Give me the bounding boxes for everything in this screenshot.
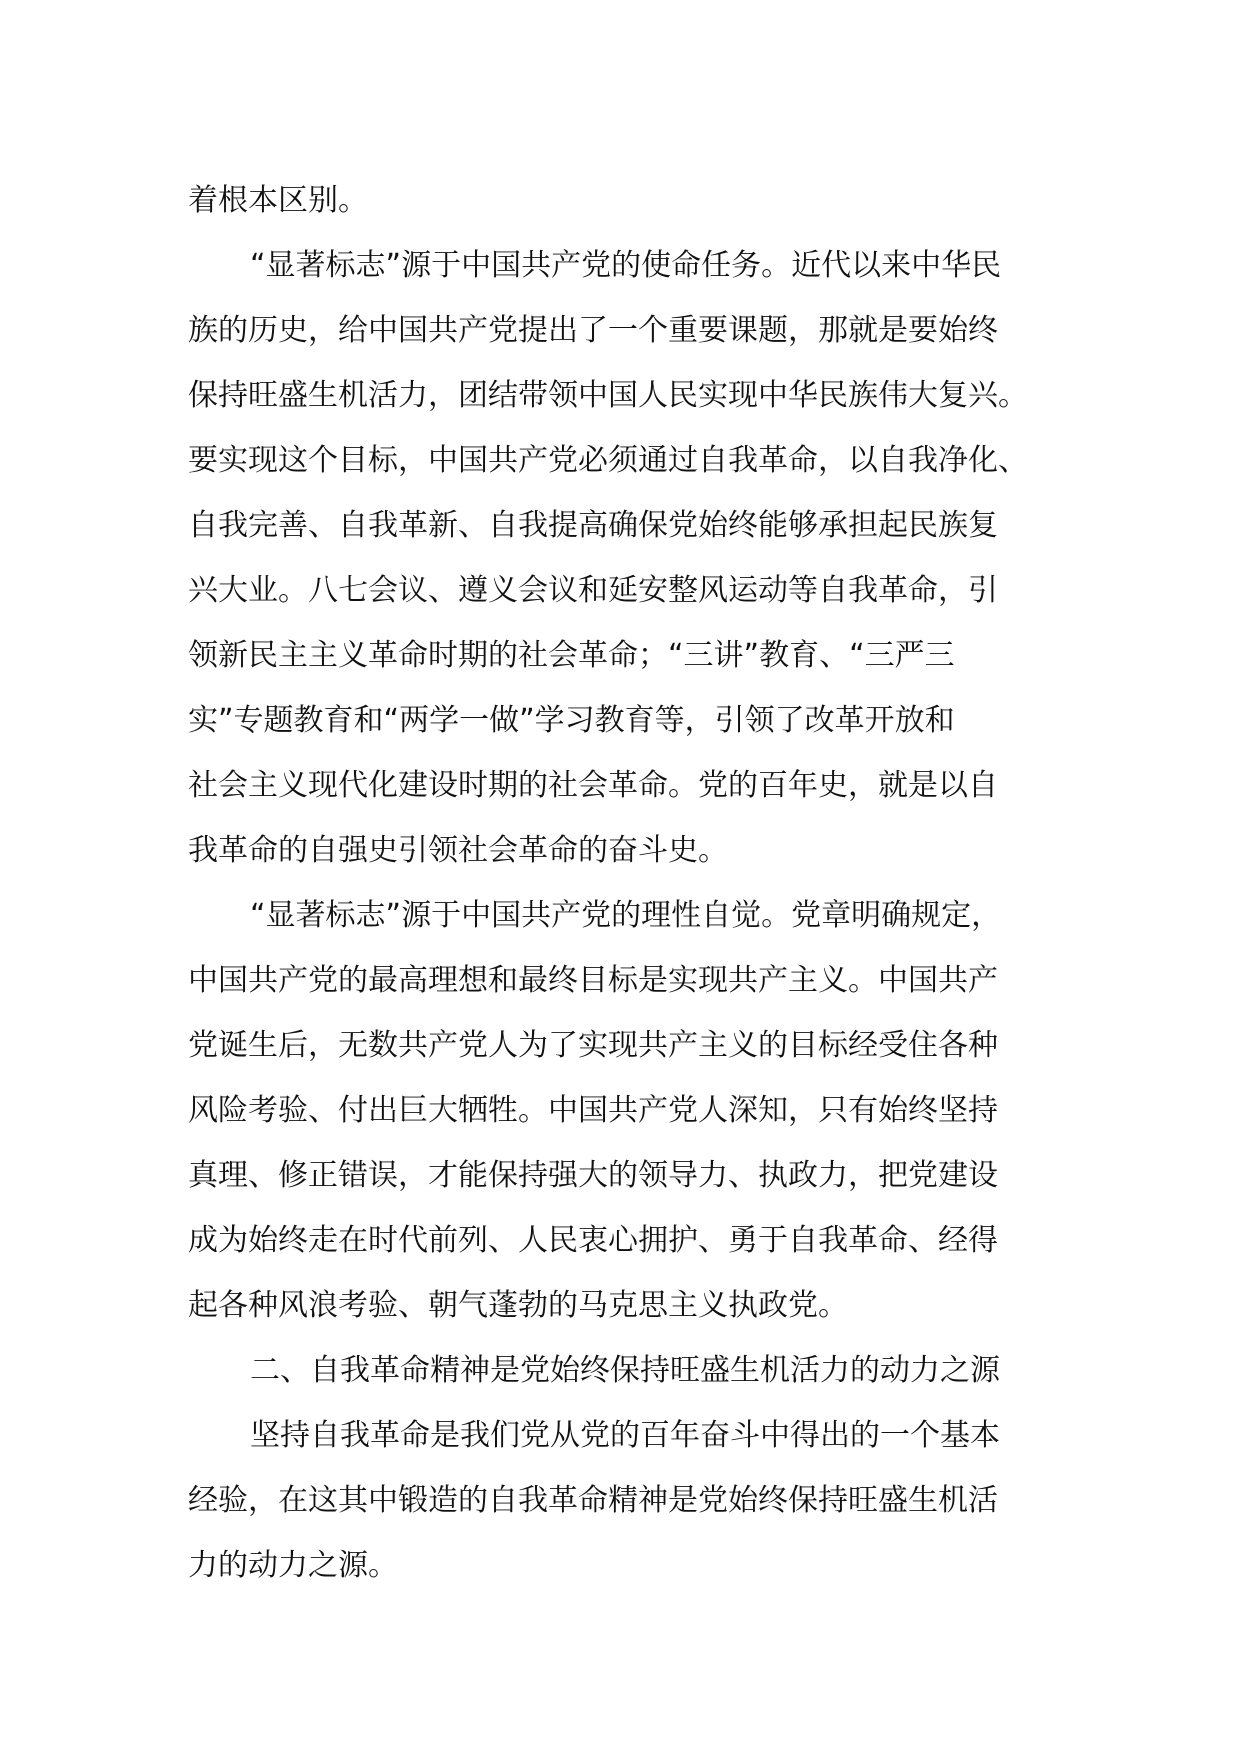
text-line-21: 经验，在这其中锻造的自我革命精神是党始终保持旺盛生机活 xyxy=(188,1483,998,1518)
text-line-16: 真理、修正错误，才能保持强大的领导力、执政力，把党建设 xyxy=(188,1158,998,1193)
text-line-14: 党诞生后，无数共产党人为了实现共产主义的目标经受住各种 xyxy=(188,1028,998,1063)
text-line-7: 兴大业。八七会议、遵义会议和延安整风运动等自我革命，引 xyxy=(188,573,998,608)
text-line-18: 起各种风浪考验、朝气蓬勃的马克思主义执政党。 xyxy=(188,1288,848,1323)
text-line-15: 风险考验、付出巨大牺牲。中国共产党人深知，只有始终坚持 xyxy=(188,1093,998,1128)
paragraph-start-line: “显著标志”源于中国共产党的使命任务。近代以来中华民 xyxy=(250,248,1002,283)
text-line-1: 着根本区别。 xyxy=(188,183,368,218)
text-line-4: 保持旺盛生机活力，团结带领中国人民实现中华民族伟大复兴。 xyxy=(188,378,1028,413)
text-line-5: 要实现这个目标，中国共产党必须通过自我革命，以自我净化、 xyxy=(188,443,1028,478)
text-line-11: 我革命的自强史引领社会革命的奋斗史。 xyxy=(188,833,728,868)
section-heading: 二、自我革命精神是党始终保持旺盛生机活力的动力之源 xyxy=(250,1353,1000,1388)
text-line-3: 族的历史，给中国共产党提出了一个重要课题，那就是要始终 xyxy=(188,313,998,348)
paragraph-start-line: 坚持自我革命是我们党从党的百年奋斗中得出的一个基本 xyxy=(250,1418,1000,1453)
paragraph-start-line: “显著标志”源于中国共产党的理性自觉。党章明确规定， xyxy=(250,898,1002,933)
document-body xyxy=(188,168,1068,1598)
text-line-10: 社会主义现代化建设时期的社会革命。党的百年史，就是以自 xyxy=(188,768,998,803)
text-line-9: 实”专题教育和“两学一做”学习教育等，引领了改革开放和 xyxy=(188,703,955,738)
text-line-17: 成为始终走在时代前列、人民衷心拥护、勇于自我革命、经得 xyxy=(188,1223,998,1258)
text-line-22: 力的动力之源。 xyxy=(188,1548,398,1583)
text-line-6: 自我完善、自我革新、自我提高确保党始终能够承担起民族复 xyxy=(188,508,998,543)
text-line-8: 领新民主主义革命时期的社会革命；“三讲”教育、“三严三 xyxy=(188,638,955,673)
text-line-13: 中国共产党的最高理想和最终目标是实现共产主义。中国共产 xyxy=(188,963,998,998)
